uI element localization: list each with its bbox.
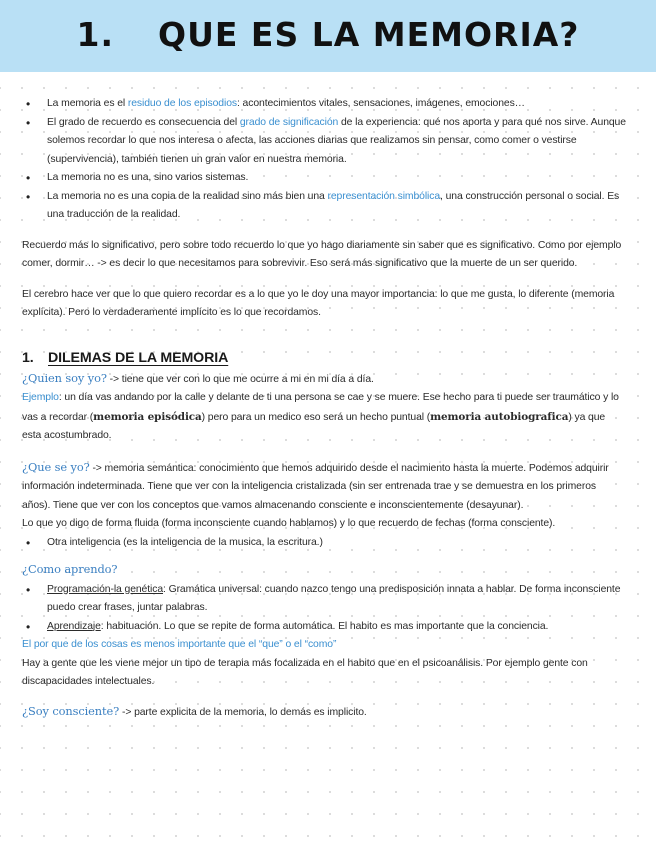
example-text: ) pero para un medico eso será un hecho puntual ( xyxy=(201,411,431,423)
question-text: -> memoria semántica: conocimiento que hemos adquirido desde el nacimiento hasta la muerte. Podemos adquirir información indeterminada. Tiene que ver con la inteligencia cristalizada (sin ser entrenada trae y se demuestra en los primeros años). Tiene que ver con los conceptos que vamos almacenando consciente e inconscientemente (desayunar). xyxy=(22,462,609,511)
bullet-otra-inteligencia: • Otra inteligencia (es la inteligencia de la musica, la escritura.) xyxy=(22,534,626,553)
intro-bullet xyxy=(22,169,626,188)
term-episodica: memoria episódica xyxy=(93,410,202,423)
question-label: ¿Como aprendo? xyxy=(22,562,118,576)
question-label: ¿Quien soy yo? xyxy=(22,370,107,385)
intro-bullet xyxy=(22,188,626,225)
como-aprendo-bullets xyxy=(22,581,626,637)
bullet-text: : acontecimientos vitales, sensaciones, imágenes, emociones… xyxy=(236,98,525,109)
highlight-term: grado de significación xyxy=(239,116,339,128)
bullet-text: El grado de recuerdo es consecuencia del xyxy=(47,116,240,128)
question-quien-soy-yo xyxy=(22,369,626,390)
question-text: -> parte explicita de la memoria, lo demás es implicito. xyxy=(119,706,367,718)
bullet-text: : habituación. Lo que se repite de forma automática. El habito es mas importante que la conciencia. xyxy=(100,620,549,632)
page-title-text: QUE ES LA MEMORIA? xyxy=(158,15,580,54)
question-label: ¿Soy consciente? xyxy=(22,703,120,718)
highlight-por-que: El por que de los cosas es menos importante que el “que” o el “como” xyxy=(22,639,337,650)
highlight-term: representación simbólica xyxy=(327,190,441,202)
question-label: ¿Que se yo? xyxy=(22,459,90,474)
paragraph-fluida: Lo que yo digo de forma fluida (forma inconsciente cuando hablamos) y lo que recuerdo de fechas (forma consciente). xyxy=(22,518,556,529)
term-aprendizaje: Aprendizaje xyxy=(47,620,101,632)
example-label: Ejemplo xyxy=(22,392,59,403)
example-text: : un día vas andando por la calle y delante de ti una persona se cae y se muere. Ese hecho para ti puede ser traumático y lo vas a recordar ( xyxy=(22,392,619,423)
section-number: 1. xyxy=(22,349,34,366)
question-como-aprendo xyxy=(22,560,626,581)
bullet-text: La memoria no es una copia de la realidad sino más bien una xyxy=(47,190,328,202)
bullet-aprendizaje xyxy=(22,618,626,637)
intro-bullet xyxy=(22,95,626,114)
paragraph-terapia: Hay a gente que les viene mejor un tipo de terapia más focalizada en el habito que en el psicoanálisis. Por ejemplo gente con discapacidades intelectuales. xyxy=(22,657,588,687)
page-header xyxy=(0,0,656,72)
example-paragraph xyxy=(22,389,626,446)
bullet-text: La memoria no es una, sino varios sistemas. xyxy=(47,172,249,183)
question-text: -> tiene que ver con lo que me ocurre a mi en mi día a día. xyxy=(106,373,374,385)
example-text: ) ya que esta acostumbrado. xyxy=(22,411,606,441)
page-title xyxy=(0,15,656,54)
question-que-se-yo xyxy=(22,458,626,516)
paragraph-significativo: Recuerdo más lo significativo, pero sobre todo recuerdo lo que yo hago diariamente sin saber que es significativo. Como por ejemplo comer, dormir… -> es decir lo que necesitamos para sobrevivir. Eso será más significativo que la muerte de un ser querido. xyxy=(22,239,622,269)
page-title-number: 1. xyxy=(76,15,115,54)
bullet-text: La memoria es el xyxy=(47,98,128,109)
term-programacion: Programación-la genética xyxy=(47,583,164,595)
bullet-text: , una construcción personal o social. Es una traducción de la realidad. xyxy=(47,190,620,220)
que-se-yo-bullets xyxy=(22,534,626,553)
paragraph-cerebro: El cerebro hace ver que lo que quiero recordar es a lo que yo le doy una mayor importancia: lo que me gusta, lo diferente (memoria explícita). Pero lo verdaderamente implícito es lo que recordamos. xyxy=(22,288,615,318)
notes-body xyxy=(22,95,626,722)
highlight-term: residuo de los episodios xyxy=(127,98,237,109)
intro-bullet-list xyxy=(22,95,626,225)
intro-bullet xyxy=(22,114,626,170)
term-autobiografica: memoria autobiografica xyxy=(430,410,569,423)
bullet-text: de la experiencia: qué nos aporta y para qué nos sirve. Aunque solemos recordar lo que nos interesa o afecta, las acciones diarias que realizamos sin pensar, como comer o vestirse (supervivencia), también tienen un gran valor en nuestra memoria. xyxy=(47,116,626,165)
section-heading xyxy=(22,347,626,369)
question-soy-consciente xyxy=(22,702,626,723)
bullet-programacion xyxy=(22,581,626,618)
bullet-text: : Gramática universal: cuando nazco tengo una predisposición innata a hablar. De forma inconsciente puedo crear frases, juntar palabras. xyxy=(47,583,621,613)
section-title: DILEMAS DE LA MEMORIA xyxy=(48,349,229,366)
